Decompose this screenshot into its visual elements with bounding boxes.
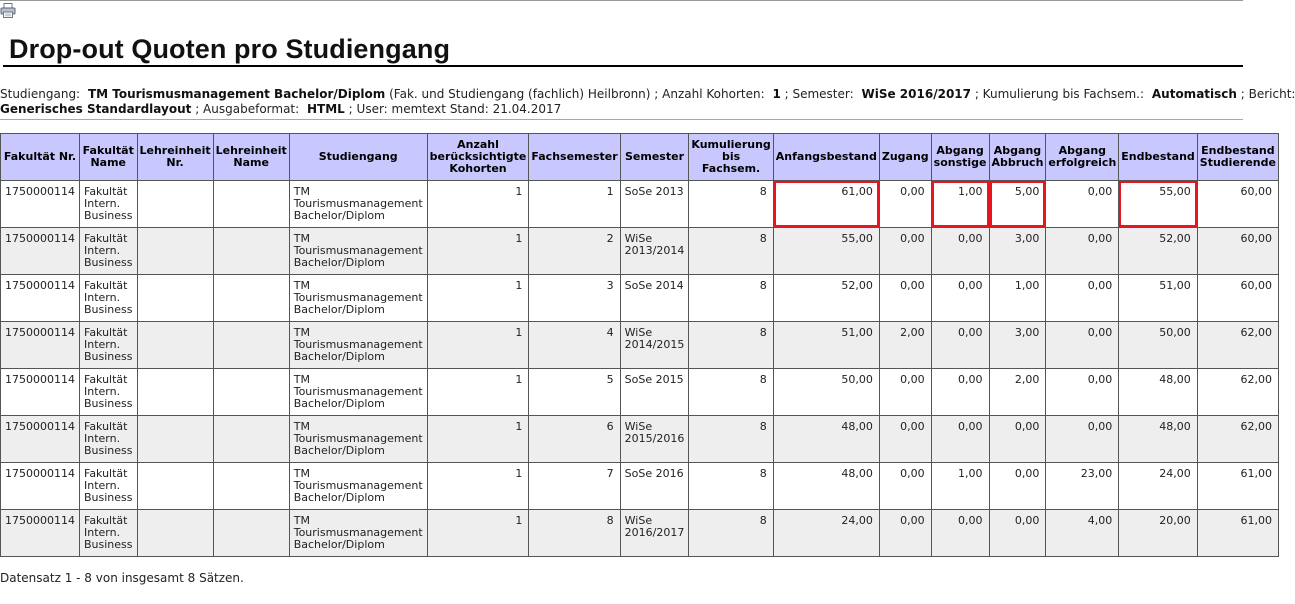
format-value: HTML — [307, 102, 345, 116]
results-table — [0, 133, 1279, 557]
table-cell: Fakultät Intern. Business — [80, 369, 138, 416]
table-cell: WiSe 2013/2014 — [620, 228, 689, 275]
table-cell: 1 — [427, 322, 529, 369]
title-underline — [3, 65, 1243, 67]
table-cell: 8 — [689, 181, 773, 228]
table-cell: TM Tourismusmanagement Bachelor/Diplom — [289, 463, 427, 510]
table-cell: 0,00 — [931, 275, 989, 322]
table-cell: TM Tourismusmanagement Bachelor/Diplom — [289, 228, 427, 275]
kumulierung-value: Automatisch — [1151, 87, 1237, 101]
table-cell: 8 — [689, 510, 773, 557]
table-cell: WiSe 2014/2015 — [620, 322, 689, 369]
table-cell: 1,00 — [989, 275, 1046, 322]
table-cell: 0,00 — [1046, 322, 1119, 369]
table-row — [1, 463, 1279, 510]
table-cell: Fakultät Intern. Business — [80, 322, 138, 369]
table-cell: SoSe 2016 — [620, 463, 689, 510]
table-cell — [213, 322, 289, 369]
table-cell: SoSe 2014 — [620, 275, 689, 322]
table-cell: 1750000114 — [1, 275, 80, 322]
stand-label: Stand: 21.04.2017 — [449, 102, 562, 116]
table-cell: 48,00 — [773, 463, 879, 510]
col-endbestand[interactable]: Endbestand — [1119, 134, 1198, 181]
col-studiengang[interactable]: Studiengang — [289, 134, 427, 181]
col-fakultaet-name[interactable]: Fakultät Name — [80, 134, 138, 181]
table-cell: 7 — [529, 463, 620, 510]
table-cell: 8 — [689, 369, 773, 416]
layout-value: Generisches Standardlayout — [0, 102, 192, 116]
table-cell: 0,00 — [1046, 181, 1119, 228]
table-cell: 0,00 — [879, 369, 931, 416]
parameters-line-2 — [0, 102, 1243, 117]
table-cell: 1 — [427, 275, 529, 322]
table-cell: 0,00 — [931, 416, 989, 463]
studiengang-label: Studiengang: — [0, 87, 81, 101]
table-cell: 0,00 — [931, 228, 989, 275]
table-cell: 2,00 — [879, 322, 931, 369]
table-cell: 51,00 — [1119, 275, 1198, 322]
table-cell — [213, 463, 289, 510]
table-cell: 1750000114 — [1, 369, 80, 416]
table-body — [1, 181, 1279, 557]
col-anfangsbestand[interactable]: Anfangsbestand — [773, 134, 879, 181]
table-cell — [137, 228, 213, 275]
table-cell — [137, 275, 213, 322]
col-abgang-sonstige[interactable]: Abgang sonstige — [931, 134, 989, 181]
table-cell: 61,00 — [1197, 510, 1278, 557]
col-fachsemester[interactable]: Fachsemester — [529, 134, 620, 181]
table-row — [1, 369, 1279, 416]
table-cell: 8 — [689, 463, 773, 510]
table-cell — [213, 369, 289, 416]
table-cell: 50,00 — [773, 369, 879, 416]
table-cell: Fakultät Intern. Business — [80, 510, 138, 557]
studiengang-note: (Fak. und Studiengang (fachlich) Heilbronn) ; — [389, 87, 659, 101]
table-cell: 23,00 — [1046, 463, 1119, 510]
table-cell: 60,00 — [1197, 181, 1278, 228]
table-cell: 0,00 — [931, 369, 989, 416]
table-cell: 0,00 — [989, 510, 1046, 557]
table-cell: 55,00 — [773, 228, 879, 275]
table-cell: TM Tourismusmanagement Bachelor/Diplom — [289, 275, 427, 322]
table-cell — [137, 181, 213, 228]
table-cell: TM Tourismusmanagement Bachelor/Diplom — [289, 322, 427, 369]
kohorten-value: 1 — [772, 87, 781, 101]
bericht-label: ; Bericht: — [1240, 87, 1295, 101]
table-cell: 0,00 — [989, 463, 1046, 510]
col-lehreinheit-name[interactable]: Lehreinheit Name — [213, 134, 289, 181]
table-cell: TM Tourismusmanagement Bachelor/Diplom — [289, 510, 427, 557]
table-cell: Fakultät Intern. Business — [80, 463, 138, 510]
parameters-divider — [0, 119, 1243, 120]
table-cell: 0,00 — [1046, 228, 1119, 275]
col-semester[interactable]: Semester — [620, 134, 689, 181]
printer-icon[interactable] — [0, 3, 16, 18]
table-cell: 51,00 — [773, 322, 879, 369]
table-cell: SoSe 2015 — [620, 369, 689, 416]
table-cell: 1 — [427, 463, 529, 510]
table-cell: 1750000114 — [1, 228, 80, 275]
record-count: Datensatz 1 - 8 von insgesamt 8 Sätzen. — [0, 571, 244, 585]
table-cell: 61,00 — [773, 181, 879, 228]
table-cell: 52,00 — [773, 275, 879, 322]
table-cell — [137, 510, 213, 557]
format-label: ; Ausgabeformat: — [195, 102, 300, 116]
table-cell: 0,00 — [879, 416, 931, 463]
table-cell: 61,00 — [1197, 463, 1278, 510]
table-cell: 48,00 — [1119, 416, 1198, 463]
table-cell: 0,00 — [931, 510, 989, 557]
table-cell: 1 — [427, 369, 529, 416]
table-cell: WiSe 2015/2016 — [620, 416, 689, 463]
table-cell: 3,00 — [989, 228, 1046, 275]
table-cell: 1,00 — [931, 181, 989, 228]
table-cell: 4,00 — [1046, 510, 1119, 557]
table-cell: 1 — [427, 228, 529, 275]
table-cell: 62,00 — [1197, 322, 1278, 369]
table-cell: 2 — [529, 228, 620, 275]
table-cell: 0,00 — [879, 510, 931, 557]
table-cell — [213, 228, 289, 275]
table-cell: 62,00 — [1197, 416, 1278, 463]
table-cell: TM Tourismusmanagement Bachelor/Diplom — [289, 416, 427, 463]
table-cell: 8 — [689, 322, 773, 369]
table-row — [1, 228, 1279, 275]
table-cell: 8 — [689, 275, 773, 322]
table-cell: TM Tourismusmanagement Bachelor/Diplom — [289, 181, 427, 228]
top-border — [0, 0, 1243, 1]
table-cell: 1750000114 — [1, 181, 80, 228]
col-zugang[interactable]: Zugang — [879, 134, 931, 181]
table-cell: 0,00 — [1046, 416, 1119, 463]
table-cell: 1 — [427, 510, 529, 557]
table-cell: 5 — [529, 369, 620, 416]
col-fakultaet-nr[interactable]: Fakultät Nr. — [1, 134, 80, 181]
table-cell — [213, 510, 289, 557]
table-cell: 8 — [689, 416, 773, 463]
col-lehreinheit-nr[interactable]: Lehreinheit Nr. — [137, 134, 213, 181]
table-cell: SoSe 2013 — [620, 181, 689, 228]
table-cell: Fakultät Intern. Business — [80, 228, 138, 275]
table-cell: 0,00 — [879, 228, 931, 275]
table-cell: 0,00 — [1046, 369, 1119, 416]
table-cell: 1750000114 — [1, 322, 80, 369]
table-row — [1, 181, 1279, 228]
col-anzahl-kohorten[interactable]: Anzahl berücksichtigte Kohorten — [427, 134, 529, 181]
table-cell: 0,00 — [931, 322, 989, 369]
table-row — [1, 510, 1279, 557]
table-cell: WiSe 2016/2017 — [620, 510, 689, 557]
table-cell: TM Tourismusmanagement Bachelor/Diplom — [289, 369, 427, 416]
table-cell: 24,00 — [1119, 463, 1198, 510]
semester-label: ; Semester: — [784, 87, 854, 101]
page-title: Drop-out Quoten pro Studiengang — [9, 34, 451, 64]
table-cell: 3,00 — [989, 322, 1046, 369]
table-cell: 48,00 — [1119, 369, 1198, 416]
table-cell: Fakultät Intern. Business — [80, 416, 138, 463]
kohorten-label: Anzahl Kohorten: — [662, 87, 765, 101]
table-cell: 1 — [529, 181, 620, 228]
table-cell — [137, 322, 213, 369]
table-cell: 24,00 — [773, 510, 879, 557]
studiengang-value: TM Tourismusmanagement Bachelor/Diplom — [87, 87, 386, 101]
col-kumulierung[interactable]: Kumulierung bis Fachsem. — [689, 134, 773, 181]
table-cell — [137, 463, 213, 510]
table-cell: 50,00 — [1119, 322, 1198, 369]
table-cell: 8 — [689, 228, 773, 275]
table-cell — [137, 416, 213, 463]
semester-value: WiSe 2016/2017 — [861, 87, 971, 101]
table-cell — [213, 275, 289, 322]
table-cell: 1,00 — [931, 463, 989, 510]
table-cell: 20,00 — [1119, 510, 1198, 557]
table-cell: 6 — [529, 416, 620, 463]
table-header-row — [1, 134, 1279, 181]
table-cell: 2,00 — [989, 369, 1046, 416]
kumulierung-label: ; Kumulierung bis Fachsem.: — [974, 87, 1145, 101]
table-cell: Fakultät Intern. Business — [80, 181, 138, 228]
table-cell: 0,00 — [989, 416, 1046, 463]
report-parameters — [0, 87, 1295, 117]
table-cell: 60,00 — [1197, 228, 1278, 275]
table-cell — [213, 181, 289, 228]
table-cell: 0,00 — [879, 463, 931, 510]
table-cell: 55,00 — [1119, 181, 1198, 228]
col-endbestand-studierende[interactable]: Endbestand Studierende — [1197, 134, 1278, 181]
col-abgang-erfolgreich[interactable]: Abgang erfolgreich — [1046, 134, 1119, 181]
table-cell: 0,00 — [879, 275, 931, 322]
table-cell — [213, 416, 289, 463]
col-abgang-abbruch[interactable]: Abgang Abbruch — [989, 134, 1046, 181]
table-cell: 1750000114 — [1, 463, 80, 510]
table-cell: 0,00 — [1046, 275, 1119, 322]
table-cell: 48,00 — [773, 416, 879, 463]
table-cell: 1 — [427, 181, 529, 228]
table-row — [1, 416, 1279, 463]
table-cell — [137, 369, 213, 416]
table-cell: 1750000114 — [1, 510, 80, 557]
table-cell: 60,00 — [1197, 275, 1278, 322]
table-cell: 1 — [427, 416, 529, 463]
table-cell: 8 — [529, 510, 620, 557]
table-cell: 62,00 — [1197, 369, 1278, 416]
table-cell: 3 — [529, 275, 620, 322]
table-cell: 52,00 — [1119, 228, 1198, 275]
user-label: ; User: memtext — [348, 102, 446, 116]
parameters-line-1 — [0, 87, 1295, 102]
table-row — [1, 275, 1279, 322]
table-cell: 5,00 — [989, 181, 1046, 228]
table-cell: 0,00 — [879, 181, 931, 228]
table-cell: 4 — [529, 322, 620, 369]
table-row — [1, 322, 1279, 369]
table-cell: 1750000114 — [1, 416, 80, 463]
table-cell: Fakultät Intern. Business — [80, 275, 138, 322]
